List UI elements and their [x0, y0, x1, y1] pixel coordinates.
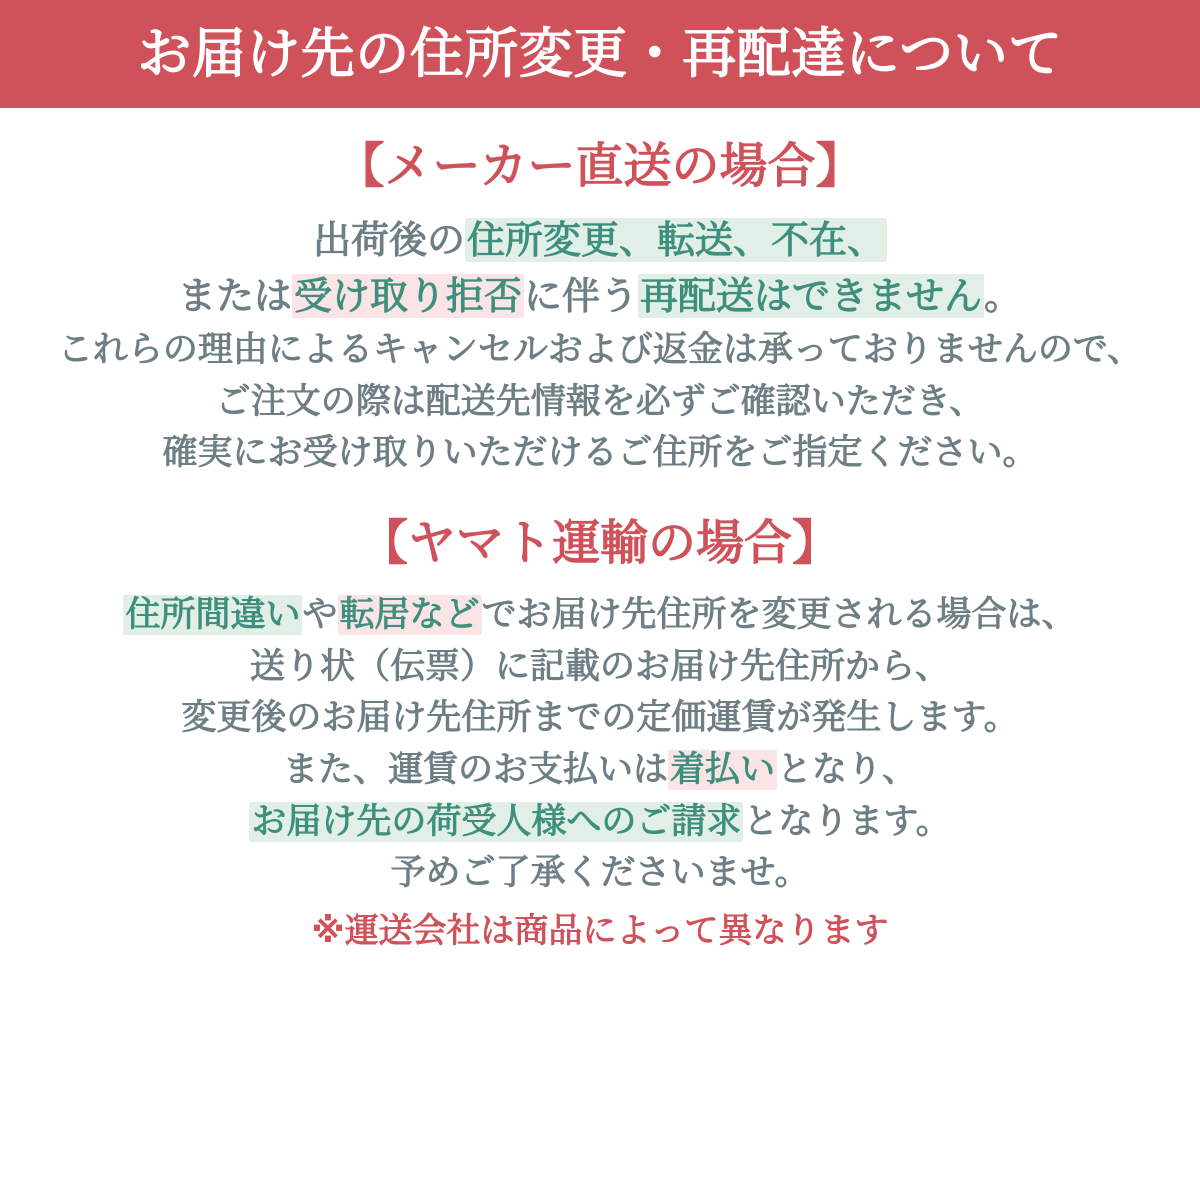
section-heading-maker-direct: 【メーカー直送の場合】: [336, 138, 864, 194]
footer-note: ※運送会社は商品によって異なります: [311, 911, 889, 952]
text-segment: これらの理由によるキャンセルおよび返金は承っておりませんので、: [57, 329, 1143, 370]
text-segment: 送り状（伝票）に記載のお届け先住所から、: [249, 646, 950, 687]
text-segment: 確実にお受け取りいただけるご住所をご指定ください。: [162, 433, 1038, 474]
text-segment: 。: [984, 273, 1023, 318]
section-body-maker-direct: [8, 214, 1192, 479]
notice-line: [8, 326, 1192, 376]
section-heading-yamato: 【ヤマト運輸の場合】: [359, 514, 840, 571]
notice-line: [8, 270, 1192, 324]
text-segment: または: [177, 273, 292, 318]
highlight-segment: 受け取り拒否: [293, 273, 522, 318]
highlight-segment: 再配送はできません: [640, 273, 983, 318]
section-body-yamato: [8, 591, 1192, 899]
notice-line: [8, 591, 1192, 641]
notice-line: [8, 746, 1192, 796]
notice-line: [8, 798, 1192, 848]
notice-line: [8, 643, 1192, 693]
text-segment: 変更後のお届け先住所までの定価運賃が発生します。: [181, 698, 1019, 739]
text-segment: 予めご了承くださいませ。: [390, 853, 810, 894]
notice-line: [8, 694, 1192, 744]
notice-content: [0, 136, 1200, 953]
text-segment: でお届け先住所を変更される場合は、: [481, 594, 1077, 635]
page-header: [0, 0, 1200, 108]
notice-line: [8, 378, 1192, 428]
text-segment: や: [302, 594, 338, 635]
text-segment: に伴う: [523, 273, 638, 318]
notice-line: [8, 214, 1192, 268]
highlight-segment: お届け先の荷受人様へのご請求: [251, 801, 742, 842]
highlight-segment: 住所間違い: [125, 594, 301, 635]
notice-line: [8, 849, 1192, 899]
notice-line: [8, 429, 1192, 479]
text-segment: 出荷後の: [312, 218, 465, 262]
highlight-segment: 住所変更、転送、不在、: [467, 218, 886, 262]
text-segment: ご注文の際は配送先情報を必ずご確認いただき、: [215, 381, 985, 422]
text-segment: となり、: [777, 750, 918, 791]
highlight-segment: 着払い: [669, 750, 775, 791]
highlight-segment: 転居など: [339, 594, 480, 635]
text-segment: また、運賃のお支払いは: [282, 750, 668, 791]
text-segment: となります。: [743, 801, 951, 842]
page-title: お届け先の住所変更・再配達について: [137, 22, 1063, 85]
